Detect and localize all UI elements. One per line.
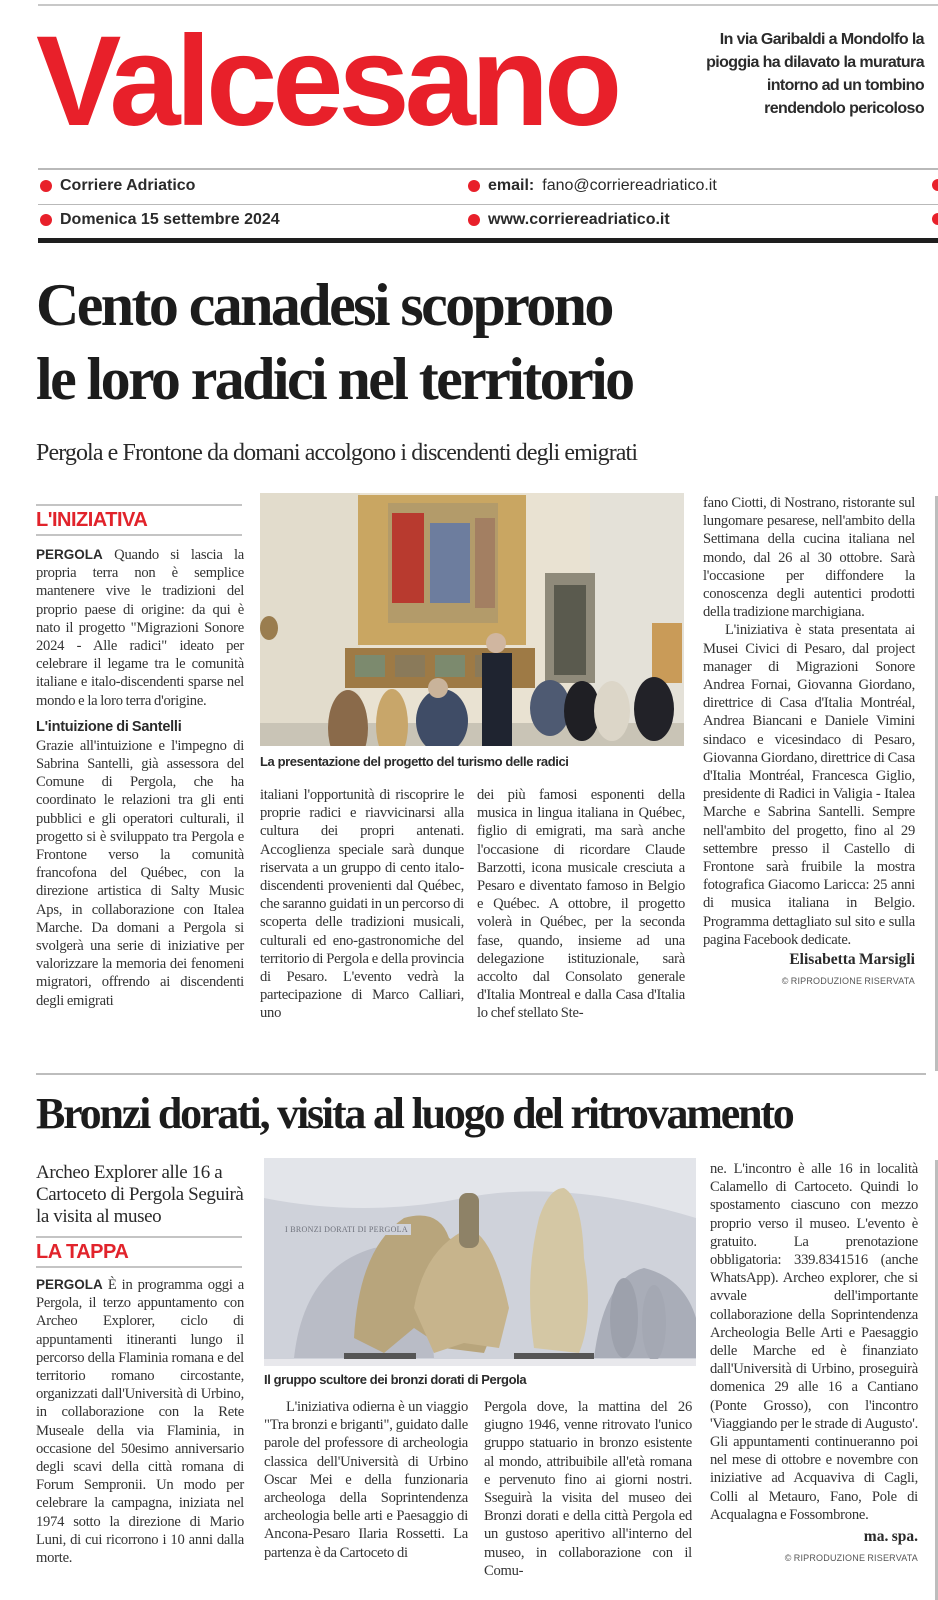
body-paragraph: ne. L'incontro è alle 16 in località Calamello di Cartoceto. Quindi lo spostamento ciascuno con mezzo proprio verso il museo. L'evento è gratuito. La prenotazione obbligatoria: 339.8341516 (anche WhatsApp). Archeo explorer, che si avvale dell'importante collaborazione della Soprintendenza Archeologia Belle Arti e Paesaggio delle Marche ed è finanziato dall'Università di Urbino, proseguirà domenica 29 alle 16 a Cantiano (Ponte Grosso), con l'incontro 'Viaggiando per le strade di Augusto'. Gli appuntamenti continueranno poi nel mese di ottobre e novembre con iniziative ad Acquaviva di Cagli, Colli al Metauro, Fano, Pole di Acqualagna e Fossombrone. bbox=[710, 1161, 918, 1523]
info-bar bbox=[38, 168, 938, 242]
gilded-bronzes-photo bbox=[264, 1158, 696, 1366]
bullet-dot-icon bbox=[932, 179, 938, 191]
divider bbox=[38, 168, 938, 170]
email-label: email: bbox=[488, 177, 535, 194]
top-rule bbox=[38, 4, 938, 6]
body-paragraph: Pergola dove, la mattina del 26 giugno 1946, venne ritrovato l'unico gruppo statuario in bronzo esistente al mondo, attribuibile all'età romana e pervenuto fino ai giorni nostri. Sseguirà la visita del museo dei Bronzi dorati e della città Pergola ed un gustoso aperitivo all'interno del museo, in collaborazione con il Comu- bbox=[484, 1399, 692, 1579]
publication-name bbox=[40, 177, 195, 195]
bullet-dot-icon bbox=[468, 214, 480, 226]
article1-column-2 bbox=[260, 786, 464, 1023]
article2-column-4 bbox=[710, 1160, 918, 1567]
copyright-notice: © RIPRODUZIONE RISERVATA bbox=[781, 976, 915, 987]
body-paragraph: italiani l'opportunità di riscoprire le proprie radici e riavvicinarsi alla cultura dei propri antenati. Accoglienza speciale sarà dunque riservata a un gruppo di cento italo-discendenti provenienti dal Québec, che saranno guidati in un percorso di scoperta delle tradizioni musicali, culturali ed eno-gastronomiche del territorio di Pergola e della provincia di Pesaro. L'evento vedrà la partecipazione di Marco Calliari, uno bbox=[260, 787, 464, 1022]
author-byline: Elisabetta Marsigli bbox=[789, 951, 915, 969]
article1-subheadline: Pergola e Frontone da domani accolgono i discendenti degli emigrati bbox=[36, 440, 638, 466]
article2-deck: Archeo Explorer alle 16 a Cartoceto di Pergola Seguirà la visita al museo bbox=[36, 1162, 244, 1227]
section-label-text: L'INIZIATIVA bbox=[36, 509, 148, 531]
lead-paragraph bbox=[36, 1276, 244, 1567]
dateline-kicker: PERGOLA bbox=[36, 1277, 103, 1292]
teaser-headline[interactable]: In via Garibaldi a Mondolfo la pioggia ha dilavato la muratura intorno ad un tombino rendendolo pericoloso bbox=[706, 31, 924, 117]
article2-photo[interactable] bbox=[264, 1158, 696, 1366]
article1-column-1 bbox=[36, 546, 244, 1010]
bullet-dot-icon bbox=[40, 214, 52, 226]
article1-column-4 bbox=[703, 494, 915, 990]
article1-headline[interactable] bbox=[36, 268, 633, 416]
article2-headline[interactable]: Bronzi dorati, visita al luogo del ritrovamento bbox=[36, 1089, 793, 1138]
body-paragraph: dei più famosi esponenti della musica in lingua italiana in Québec, figlio di emigrati, ma sarà anche l'occasione di ricordare Claude Barzotti, icona musicale cresciuta a Pesaro e diventato famoso in Belgio e Québec. A ottobre, il progetto volerà in Québec, per la seconda fase, quando, insieme ad una delegazione istituzionale, sarà accolto dal Consolato generale d'Italia Montreal e dalla Casa d'Italia lo chef stellato Ste- bbox=[477, 787, 685, 1022]
article1-photo[interactable] bbox=[260, 493, 684, 746]
section-label-text: LA TAPPA bbox=[36, 1241, 129, 1263]
lead-text: È in programma oggi a Pergola, il terzo appuntamento con Archeo Explorer, ciclo di appuntamenti itineranti lungo il percorso della Flaminia romana e del territorio romano circostante, organizzati dall'Università di Urbino, in collaborazione con la Rete Museale della via Flaminia, in occasione del 50esimo anniversario degli scavi della città romana di Forum Sempronii. Un modo per celebrare la campagna, iniziata nel 1974 sotto la direzione di Mario Luni, di cui ricorrono i 10 anni dalla morte. bbox=[36, 1277, 244, 1567]
date-label: Domenica 15 settembre 2024 bbox=[60, 211, 280, 228]
museum-presentation-photo bbox=[260, 493, 684, 746]
article2-column-3 bbox=[484, 1398, 692, 1580]
website-link[interactable] bbox=[468, 211, 670, 229]
headline-line: le loro radici nel territorio bbox=[36, 346, 633, 412]
divider bbox=[38, 204, 938, 205]
article1-section-label bbox=[36, 504, 242, 536]
lead-paragraph bbox=[36, 546, 244, 710]
dateline-kicker: PERGOLA bbox=[36, 547, 103, 562]
bullet-dot-icon bbox=[40, 180, 52, 192]
bullet-dot-icon bbox=[932, 213, 938, 225]
body-paragraph: Grazie all'intuizione e l'impegno di Sabrina Santelli, già assessora del Comune di Pergola, che ha coordinato le relazioni tra gli enti pubblici e gli operatori culturali, il progetto si è sviluppato tra Pergola e Frontone verso la comunità francofona del Québec, con la direzione artistica di Salty Music Aps, in collaborazione con Italea Marche. Da domani a Pergola si svolgerà una serie di iniziative per valorizzare la memoria dei fenomeni migratori, offrendo ai discendenti degli emigrati bbox=[36, 737, 244, 1009]
copyright-notice: © RIPRODUZIONE RISERVATA bbox=[784, 1553, 918, 1564]
website-url[interactable]: www.corriereadriatico.it bbox=[488, 211, 670, 228]
publication-label: Corriere Adriatico bbox=[60, 177, 196, 194]
body-paragraph: L'iniziativa è stata presentata ai Musei Civici di Pesaro, dal project manager di Migrazioni Sonore Andrea Fornai, Giovanna Giordano, direttrice di Casa d'Italia Montréal, Andrea Biancani e Daniele Vimini sindaco e vicesindaco di Pesaro, Giovanna Giordano, direttrice di Casa d'Italia Montréal, Francesca Giglio, presidente di Radici in Valigia - Italea Marche e Sabrina Santelli. Sempre nell'ambito del progetto, fino al 29 settembre presso il Castello di Frontone sarà fruibile la mostra fotografica Giacomo Laricca: 25 anni di musica italiana in Belgio. Programma dettagliato sul sito e sulla pagina Facebook dedicate. bbox=[703, 622, 915, 948]
body-paragraph: L'iniziativa odierna è un viaggio "Tra bronzi e briganti", guidato dalle parole del professore di archeologia classica dell'Università di Urbino Oscar Mei e della funzionaria archeologa della Soprintendenza archeologia belle arti e Paesaggio di Ancona-Pesaro Ilaria Rossetti. La partenza è da Cartoceto di bbox=[264, 1399, 468, 1561]
article2-photo-caption: Il gruppo scultore dei bronzi dorati di Pergola bbox=[264, 1372, 527, 1387]
article1-column-3 bbox=[477, 786, 685, 1023]
email-link[interactable]: fano@corriereadriatico.it bbox=[542, 177, 717, 194]
museum-wall-inscription: I BRONZI DORATI DI PERGOLA bbox=[282, 1224, 411, 1235]
divider bbox=[36, 1073, 926, 1075]
publication-date bbox=[40, 211, 280, 229]
article2-section-label bbox=[36, 1236, 242, 1268]
article2-column-1 bbox=[36, 1276, 244, 1567]
author-byline: ma. spa. bbox=[863, 1528, 918, 1546]
divider bbox=[38, 238, 938, 243]
headline-line: Cento canadesi scoprono bbox=[36, 272, 612, 338]
email-contact[interactable] bbox=[468, 177, 717, 195]
article1-photo-caption: La presentazione del progetto del turismo delle radici bbox=[260, 754, 569, 769]
section-masthead-title: Valcesano bbox=[36, 10, 618, 153]
article2-column-2 bbox=[264, 1398, 468, 1562]
body-paragraph: fano Ciotti, di Nostrano, ristorante sul lungomare pesarese, nell'ambito della Settimana della cucina italiana nel mondo, dal 26 al 30 ottobre. Sarà l'occasione per diffondere la conoscenza degli autentici prodotti della tradizione marchigiana. bbox=[703, 495, 915, 621]
bullet-dot-icon bbox=[468, 180, 480, 192]
inline-subheading: L'intuizione di Santelli bbox=[36, 718, 182, 735]
lead-text: Quando si lascia la propria terra non è semplice mantenere vive le tradizioni del proprio paese di origine: da qui è nato il progetto "Migrazioni Sonore 2024 - Alle radici" ideato per celebrare il legame tra le comunità italiane e italo-discendenti sparse nel mondo e la loro terra d'origine. bbox=[36, 547, 244, 709]
